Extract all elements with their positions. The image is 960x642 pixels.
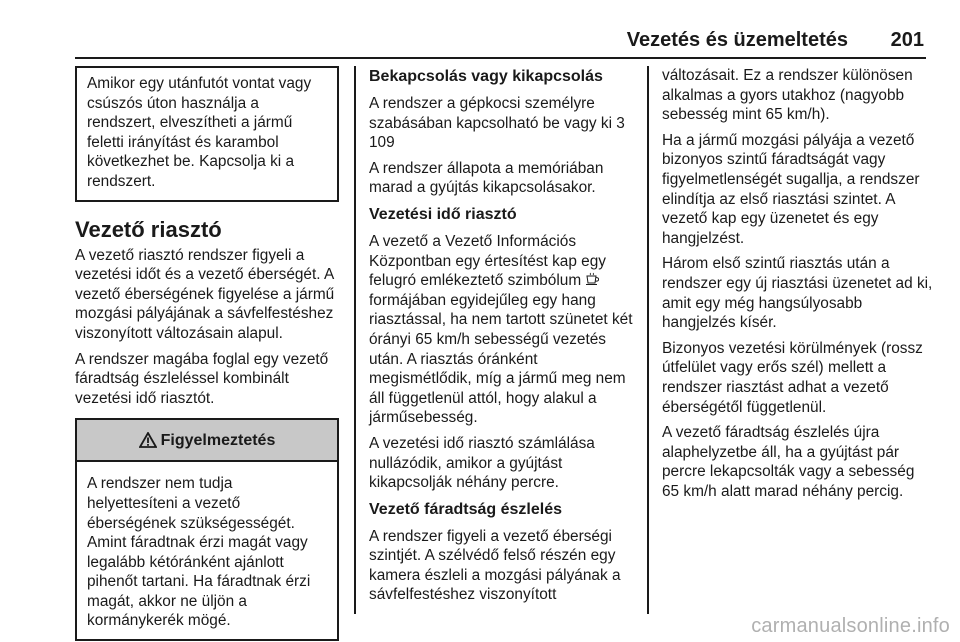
warning-triangle-icon (139, 432, 157, 448)
warning-box (75, 418, 339, 641)
heading-driving-time-alert: Vezetési idő riasztó (369, 205, 517, 223)
warning-header (77, 420, 337, 462)
paragraph-text: A rendszer a gépkocsi személyre szabásában kapcsolható be vagy ki (369, 95, 612, 132)
warning-text: A rendszer nem tudja helyettesíteni a vezető éberségének szükségességét. Amint fáradtnak érzi magát vagy legalább kétóránként ajánlott pihenőt tartani. Ha fáradtnak érzi magát, akkor ne üljön a kormánykerék mögé. (87, 475, 311, 630)
paragraph: A rendszer állapota a memóriában marad a gyújtás kikapcsolásakor. (369, 159, 604, 197)
warning-body (77, 462, 337, 639)
paragraph-text: A vezető a Vezető Információs Központban egy értesítést kap egy felugró emlékeztető szimbólum (369, 232, 606, 290)
paragraph-text: formájában egyidejűleg egy hang riasztással, ha nem tartott szünetet két órányi 65 km/h sebességű vezetés után. A riasztás óránként megismétlődik, míg a jármű meg nem áll függetlenül attól, hogy alakul a járműsebesség. (369, 291, 633, 427)
paragraph: A vezető riasztó rendszer figyeli a vezetési időt és a vezető éberségét. A vezető éberségének figyelése a jármű mozgási pályájának a sávfelfestéshez viszonyított változásain alapul. (75, 246, 335, 342)
paragraph: A vezető fáradtság észlelés újra alaphelyzetbe áll, ha a gyújtást pár percre lekapcsolták vagy a sebesség 65 km/h alatt marad néhány percig. (662, 424, 915, 500)
warning-title: Figyelmeztetés (160, 431, 276, 449)
column-1 (75, 66, 339, 641)
heading-on-off: Bekapcsolás vagy kikapcsolás (369, 68, 603, 85)
watermark: carmanualsonline.info (751, 615, 950, 637)
paragraph: Ha a jármű mozgási pályája a vezető bizonyos szintű fáradtságát vagy figyelmetlenségét sugallja, a rendszer elindítja az első riasztási szintet. A vezető kap egy üzenetet és egy hangjelzést. (662, 131, 920, 247)
paragraph: Bizonyos vezetési körülmények (rossz útfelület vagy erős szél) mellett a rendszer riasztást adhat a vezető éberségétől függetlenül. (662, 339, 923, 416)
column-divider-left (354, 66, 356, 614)
page-header (0, 0, 960, 60)
trailer-warning-text: Amikor egy utánfutót vontat vagy csúszós úton használja a rendszert, elveszítheti a jármű feletti irányítást és karambol következhet be. Kapcsolja ki a rendszert. (87, 75, 312, 190)
heading-fatigue-detection: Vezető fáradtság észlelés (369, 500, 562, 518)
section-title: Vezető riasztó (75, 216, 222, 242)
column-3 (662, 66, 934, 507)
paragraph: Három első szintű riasztás után a rendszer egy új riasztási üzenetet ad ki, amit egy még hangsúlyosabb hangjelzés kísér. (662, 255, 933, 332)
column-2 (369, 66, 637, 611)
trailer-warning-box (75, 66, 339, 202)
column-divider-right (647, 66, 649, 614)
page-reference[interactable]: 109 (369, 134, 395, 152)
header-rule (75, 57, 926, 59)
paragraph (369, 232, 637, 428)
paragraph (369, 94, 637, 153)
paragraph: A vezetési idő riasztó számlálása nullázódik, amikor a gyújtást kikapcsolják néhány percre. (369, 434, 595, 492)
page-number: 201 (890, 29, 924, 51)
paragraph: A rendszer figyeli a vezető éberségi szintjét. A szélvédő felső részén egy kamera észleli a mozgási pályának a sávfelfestéshez viszonyított (369, 527, 621, 604)
coffee-cup-icon (585, 272, 601, 286)
paragraph: A rendszer magába foglal egy vezető fáradtság észleléssel kombinált vezetési idő riasztót. (75, 350, 329, 407)
page-reference-symbol: 3 (616, 114, 625, 132)
paragraph: változásait. Ez a rendszer különösen alkalmas a gyors utakhoz (nagyobb sebesség mint 65 km/h). (662, 67, 913, 124)
chapter-title: Vezetés és üzemeltetés (626, 29, 848, 51)
